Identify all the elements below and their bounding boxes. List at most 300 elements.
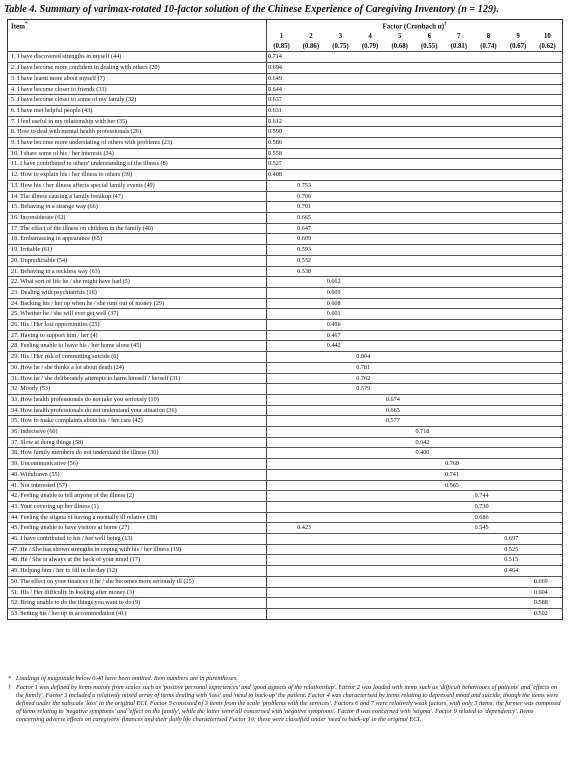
empty-cell	[533, 148, 563, 159]
empty-cell	[414, 576, 444, 587]
empty-cell	[503, 352, 533, 363]
empty-cell	[385, 598, 415, 609]
empty-cell	[414, 373, 444, 384]
empty-cell	[414, 469, 444, 480]
empty-cell	[385, 427, 415, 438]
cronbach-alpha-4: (0.79)	[361, 42, 379, 50]
item-label: 33. How health professionals do not take you seriously (10)	[8, 394, 267, 405]
empty-cell	[503, 491, 533, 502]
empty-cell	[355, 394, 385, 405]
empty-cell	[355, 437, 385, 448]
empty-cell	[533, 405, 563, 416]
empty-cell	[533, 298, 563, 309]
empty-cell	[355, 405, 385, 416]
loading-value: 0.545	[474, 523, 504, 534]
loading-value: 0.744	[474, 491, 504, 502]
empty-cell	[414, 341, 444, 352]
table-row	[8, 116, 563, 127]
item-label: 2. I have become more confident in dealing with others (20)	[8, 63, 267, 74]
empty-cell	[267, 298, 297, 309]
empty-cell	[474, 416, 504, 427]
item-label: 22. What sort of life he / she might have had (5)	[8, 277, 267, 288]
empty-cell	[444, 245, 474, 256]
empty-cell	[503, 480, 533, 491]
empty-cell	[474, 469, 504, 480]
empty-cell	[326, 373, 356, 384]
empty-cell	[326, 523, 356, 534]
empty-cell	[444, 384, 474, 395]
empty-cell	[326, 170, 356, 181]
empty-cell	[296, 341, 326, 352]
table-body	[8, 52, 563, 619]
empty-cell	[414, 523, 444, 534]
empty-cell	[326, 437, 356, 448]
empty-cell	[355, 309, 385, 320]
empty-cell	[385, 309, 415, 320]
empty-cell	[414, 405, 444, 416]
empty-cell	[326, 212, 356, 223]
empty-cell	[355, 245, 385, 256]
empty-cell	[503, 373, 533, 384]
empty-cell	[326, 266, 356, 277]
empty-cell	[474, 234, 504, 245]
empty-cell	[444, 352, 474, 363]
empty-cell	[444, 394, 474, 405]
empty-cell	[385, 138, 415, 149]
cronbach-alpha-7: (0.81)	[450, 42, 468, 50]
empty-cell	[533, 73, 563, 84]
empty-cell	[474, 266, 504, 277]
empty-cell	[326, 384, 356, 395]
item-column-header	[8, 20, 267, 33]
empty-cell	[385, 148, 415, 159]
empty-cell	[385, 255, 415, 266]
cronbach-alpha-1: (0.85)	[267, 42, 297, 52]
note-marker: †	[8, 684, 12, 691]
empty-cell	[474, 52, 504, 63]
loading-value: 0.408	[267, 170, 297, 181]
empty-cell	[444, 287, 474, 298]
empty-cell	[326, 148, 356, 159]
empty-cell	[503, 277, 533, 288]
item-label: 9. I have become more understating of others with problems (23)	[8, 138, 267, 149]
empty-cell	[503, 73, 533, 84]
empty-cell	[474, 298, 504, 309]
empty-cell	[414, 587, 444, 598]
empty-cell	[474, 309, 504, 320]
empty-cell	[444, 255, 474, 266]
loading-value: 0.718	[414, 427, 444, 438]
empty-cell	[355, 105, 385, 116]
empty-cell	[355, 277, 385, 288]
empty-cell	[533, 523, 563, 534]
empty-cell	[474, 544, 504, 555]
empty-cell	[267, 448, 297, 459]
loading-value: 0.464	[503, 566, 533, 577]
table-row	[8, 501, 563, 512]
empty-cell	[326, 609, 356, 620]
empty-cell	[326, 427, 356, 438]
empty-cell	[296, 159, 326, 170]
empty-cell	[414, 330, 444, 341]
empty-cell	[385, 480, 415, 491]
empty-cell	[385, 84, 415, 95]
empty-cell	[414, 202, 444, 213]
empty-cell	[474, 73, 504, 84]
empty-cell	[503, 448, 533, 459]
empty-cell	[444, 223, 474, 234]
empty-cell	[414, 609, 444, 620]
table-row	[8, 459, 563, 470]
empty-cell	[414, 459, 444, 470]
loading-value: 0.525	[503, 544, 533, 555]
table-row	[8, 170, 563, 181]
empty-cell	[503, 587, 533, 598]
empty-cell	[355, 469, 385, 480]
empty-cell	[533, 84, 563, 95]
factor-number-5: 5	[397, 33, 402, 41]
empty-cell	[355, 320, 385, 331]
item-label: 25. Whether he / she will ever get well (37)	[8, 309, 267, 320]
loading-value: 0.665	[296, 212, 326, 223]
empty-cell	[444, 170, 474, 181]
empty-cell	[533, 416, 563, 427]
empty-cell	[385, 373, 415, 384]
empty-cell	[326, 255, 356, 266]
empty-cell	[414, 394, 444, 405]
loading-value: 0.608	[326, 298, 356, 309]
empty-cell	[326, 234, 356, 245]
empty-cell	[503, 127, 533, 138]
item-label: 21. Behaving in a reckless way (63)	[8, 266, 267, 277]
empty-cell	[414, 212, 444, 223]
empty-cell	[385, 534, 415, 545]
table-row	[8, 405, 563, 416]
item-label: 10. I share some of his / her interests (34)	[8, 148, 267, 159]
loading-value: 0.706	[296, 191, 326, 202]
empty-cell	[444, 63, 474, 74]
table-row	[8, 202, 563, 213]
empty-cell	[444, 277, 474, 288]
table-row	[8, 330, 563, 341]
empty-cell	[533, 534, 563, 545]
empty-cell	[326, 52, 356, 63]
empty-cell	[414, 245, 444, 256]
cronbach-alpha-8: (0.74)	[480, 42, 497, 50]
empty-cell	[474, 63, 504, 74]
empty-cell	[533, 52, 563, 63]
empty-cell	[414, 480, 444, 491]
empty-cell	[503, 427, 533, 438]
loading-value: 0.697	[503, 534, 533, 545]
empty-cell	[474, 127, 504, 138]
empty-cell	[414, 255, 444, 266]
empty-cell	[267, 480, 297, 491]
item-label: 39. Uncommunicative (56)	[8, 459, 267, 470]
table-row	[8, 287, 563, 298]
item-label: 46. I have contributed to his / her well being (13)	[8, 534, 267, 545]
empty-cell	[326, 63, 356, 74]
empty-cell	[355, 480, 385, 491]
empty-cell	[385, 501, 415, 512]
empty-cell	[444, 373, 474, 384]
table-row	[8, 480, 563, 491]
empty-cell	[296, 298, 326, 309]
empty-cell	[267, 394, 297, 405]
empty-cell	[444, 448, 474, 459]
empty-cell	[385, 384, 415, 395]
empty-cell	[355, 170, 385, 181]
empty-cell	[414, 491, 444, 502]
empty-cell	[444, 501, 474, 512]
empty-cell	[355, 491, 385, 502]
empty-cell	[267, 555, 297, 566]
empty-cell	[444, 598, 474, 609]
empty-cell	[533, 159, 563, 170]
empty-cell	[503, 202, 533, 213]
empty-cell	[355, 287, 385, 298]
empty-cell	[296, 73, 326, 84]
empty-cell	[503, 437, 533, 448]
table-row	[8, 73, 563, 84]
empty-cell	[355, 459, 385, 470]
item-label: 48. He / She is always at the back of your mind (17)	[8, 555, 267, 566]
empty-cell	[385, 212, 415, 223]
item-label: 28. Feeling unable to leave his / her home alone (45)	[8, 341, 267, 352]
factor-number-9: 9	[516, 33, 520, 41]
empty-cell	[385, 341, 415, 352]
item-label: 3. I have learnt more about myself (7)	[8, 73, 267, 84]
empty-cell	[326, 555, 356, 566]
empty-cell	[414, 309, 444, 320]
empty-cell	[326, 352, 356, 363]
item-label: 49. Helping him / her to fill in the day (12)	[8, 566, 267, 577]
item-label: 41. Not interested (57)	[8, 480, 267, 491]
cronbach-alpha-5: (0.68)	[391, 42, 408, 50]
empty-cell	[326, 394, 356, 405]
empty-cell	[296, 170, 326, 181]
empty-cell	[267, 212, 297, 223]
empty-cell	[533, 105, 563, 116]
item-label: 40. Withdrawn (55)	[8, 469, 267, 480]
table-row	[8, 84, 563, 95]
loading-value: 0.577	[385, 416, 415, 427]
table-row	[8, 437, 563, 448]
empty-cell	[533, 266, 563, 277]
empty-cell	[296, 587, 326, 598]
empty-cell	[355, 191, 385, 202]
empty-cell	[355, 95, 385, 106]
empty-cell	[385, 52, 415, 63]
empty-cell	[414, 223, 444, 234]
empty-cell	[267, 341, 297, 352]
empty-cell	[444, 234, 474, 245]
empty-cell	[355, 512, 385, 523]
empty-cell	[414, 138, 444, 149]
empty-cell	[385, 469, 415, 480]
item-label: 6. I have met helpful people (43)	[8, 105, 267, 116]
empty-cell	[533, 255, 563, 266]
cronbach-alpha-3: (0.75)	[332, 42, 349, 50]
table-row	[8, 105, 563, 116]
empty-cell	[296, 373, 326, 384]
empty-cell	[533, 63, 563, 74]
loading-value: 0.527	[267, 159, 297, 170]
empty-cell	[326, 405, 356, 416]
empty-cell	[444, 512, 474, 523]
empty-cell	[414, 287, 444, 298]
empty-cell	[503, 287, 533, 298]
empty-cell	[414, 95, 444, 106]
table-row	[8, 148, 563, 159]
empty-cell	[296, 352, 326, 363]
empty-cell	[355, 534, 385, 545]
empty-cell	[385, 437, 415, 448]
empty-cell	[355, 202, 385, 213]
empty-cell	[474, 555, 504, 566]
empty-cell	[296, 534, 326, 545]
item-label: 20. Unpredictable (54)	[8, 255, 267, 266]
empty-cell	[533, 170, 563, 181]
empty-cell	[533, 212, 563, 223]
empty-cell	[503, 234, 533, 245]
empty-cell	[444, 609, 474, 620]
empty-cell	[533, 341, 563, 352]
empty-cell	[385, 287, 415, 298]
item-label: 36. Indecisive (60)	[8, 427, 267, 438]
empty-cell	[414, 180, 444, 191]
loading-value: 0.674	[385, 394, 415, 405]
empty-cell	[267, 566, 297, 577]
empty-cell	[267, 180, 297, 191]
empty-cell	[296, 394, 326, 405]
empty-cell	[385, 555, 415, 566]
empty-cell	[296, 427, 326, 438]
empty-cell	[385, 105, 415, 116]
item-label: 16. Inconsiderate (62)	[8, 212, 267, 223]
item-label: 50. The effect on your finances if he / she becomes more seriously ill (15)	[8, 576, 267, 587]
item-label: 27. Having to support him / her (4)	[8, 330, 267, 341]
item-label: 12. How to explain his / her illness to others (39)	[8, 170, 267, 181]
table-row	[8, 245, 563, 256]
empty-cell	[474, 170, 504, 181]
loading-value: 0.496	[326, 320, 356, 331]
empty-cell	[355, 212, 385, 223]
empty-cell	[474, 587, 504, 598]
cronbach-alpha-6: (0.55)	[421, 42, 438, 50]
empty-cell	[503, 116, 533, 127]
empty-cell	[267, 362, 297, 373]
empty-cell	[444, 127, 474, 138]
table-row	[8, 277, 563, 288]
empty-cell	[503, 170, 533, 181]
loading-value: 0.662	[326, 277, 356, 288]
empty-cell	[474, 95, 504, 106]
table-row	[8, 534, 563, 545]
empty-cell	[385, 512, 415, 523]
empty-cell	[444, 576, 474, 587]
empty-cell	[267, 544, 297, 555]
empty-cell	[503, 105, 533, 116]
empty-cell	[414, 52, 444, 63]
empty-cell	[326, 587, 356, 598]
factor-number-8: 8	[486, 33, 491, 41]
empty-cell	[474, 202, 504, 213]
empty-cell	[385, 266, 415, 277]
empty-cell	[414, 320, 444, 331]
item-label: 47. He / She has shown strengths in coping with his / her illness (19)	[8, 544, 267, 555]
empty-cell	[267, 255, 297, 266]
empty-cell	[385, 352, 415, 363]
empty-cell	[474, 341, 504, 352]
empty-cell	[503, 384, 533, 395]
loading-value: 0.644	[267, 84, 297, 95]
empty-cell	[355, 116, 385, 127]
empty-cell	[385, 320, 415, 331]
empty-cell	[296, 63, 326, 74]
empty-cell	[503, 245, 533, 256]
empty-cell	[296, 448, 326, 459]
loading-value: 0.741	[444, 469, 474, 480]
empty-cell	[444, 159, 474, 170]
empty-cell	[267, 266, 297, 277]
empty-cell	[326, 566, 356, 577]
empty-cell	[355, 587, 385, 598]
table-row	[8, 566, 563, 577]
empty-cell	[296, 127, 326, 138]
empty-cell	[533, 512, 563, 523]
loading-value: 0.593	[296, 245, 326, 256]
empty-cell	[474, 287, 504, 298]
table-row	[8, 234, 563, 245]
empty-cell	[385, 277, 415, 288]
empty-cell	[296, 437, 326, 448]
empty-cell	[474, 138, 504, 149]
empty-cell	[385, 566, 415, 577]
empty-cell	[296, 469, 326, 480]
empty-cell	[503, 52, 533, 63]
empty-cell	[474, 384, 504, 395]
item-label: 15. Behaving in a strange way (66)	[8, 202, 267, 213]
empty-cell	[355, 223, 385, 234]
table-row	[8, 320, 563, 331]
table-notes	[8, 675, 563, 725]
empty-cell	[533, 566, 563, 577]
item-label: 8. How to deal with mental health professionals (26)	[8, 127, 267, 138]
empty-cell	[267, 491, 297, 502]
empty-cell	[385, 127, 415, 138]
empty-cell	[385, 191, 415, 202]
note-text: Loadings of magnitude below 0.40 have been omitted. Item numbers are in parentheses.	[16, 675, 238, 682]
empty-cell	[414, 298, 444, 309]
factor-number-6: 6	[427, 33, 431, 41]
loading-value: 0.753	[296, 180, 326, 191]
empty-cell	[326, 576, 356, 587]
empty-cell	[533, 362, 563, 373]
empty-cell	[474, 330, 504, 341]
empty-cell	[385, 202, 415, 213]
table-title: Table 4. Summary of varimax-rotated 10-factor solution of the Chinese Experience of Caregiving Inventory (n = 129).	[4, 4, 499, 15]
loading-value: 0.612	[267, 116, 297, 127]
empty-cell	[296, 138, 326, 149]
empty-cell	[296, 52, 326, 63]
empty-cell	[533, 330, 563, 341]
empty-cell	[533, 309, 563, 320]
empty-cell	[296, 566, 326, 577]
factor-header-marker: †	[444, 22, 447, 27]
loading-value: 0.781	[355, 362, 385, 373]
empty-cell	[414, 84, 444, 95]
